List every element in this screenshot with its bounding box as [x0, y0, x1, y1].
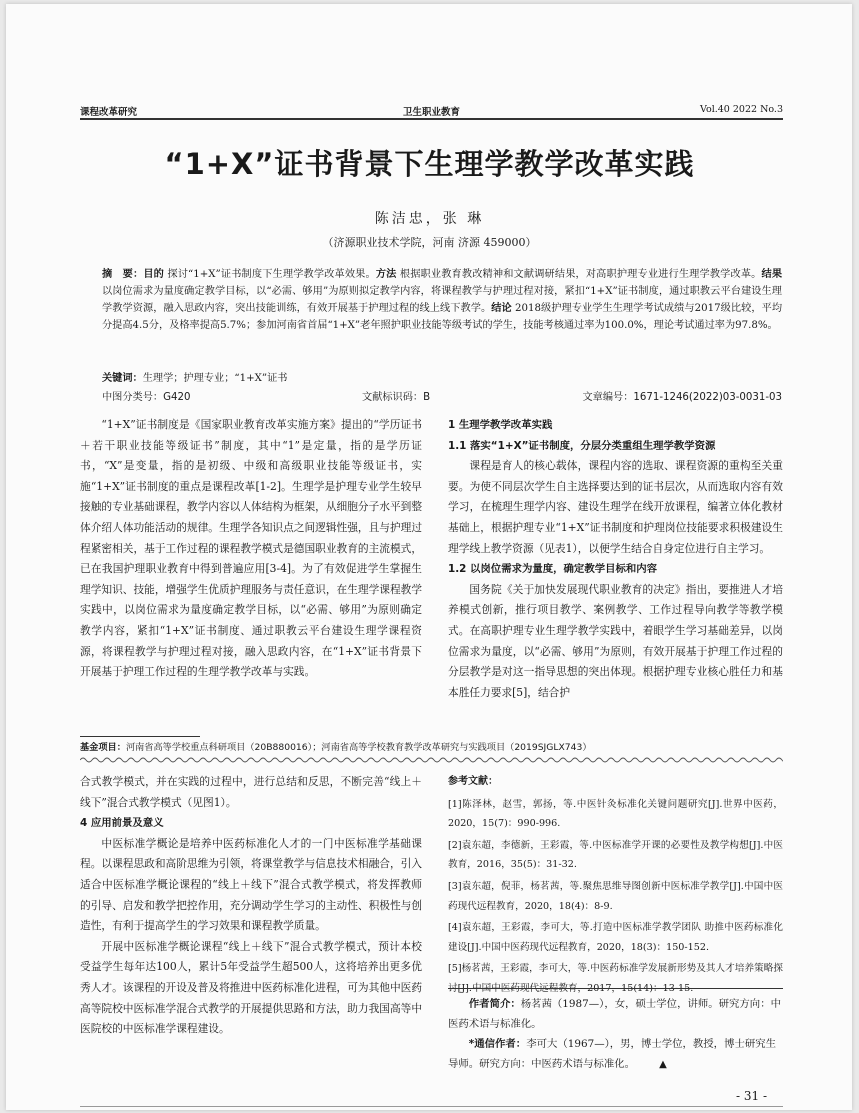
corresponding-text: 李可大（1967—），男，博士学位，教授，博士研究生导师。研究方向：中医药术语与标准化。: [448, 1038, 777, 1070]
section1-2-paragraph: 国务院《关于加快发展现代职业教育的决定》指出，要推进人才培养模式创新，推行项目教学、案例教学、工作过程导向教学等教学模式。在高职护理专业生理学教学实践中，着眼学生学习基础差异，以岗位需求为量度，以“必需、够用”为原则，有效开展基于护理工作过程的分层教学是对这一指导思想的突出体现。根据护理专业核心胜任力和基本胜任力要求[5]，结合护: [448, 582, 783, 699]
bio-rule: [448, 988, 783, 989]
abstract-result: 以岗位需求为量度确定教学目标，以“必需、够用”为原则拟定教学内容，将课程教学与护理过程对接，紧扣“1+X”证书制度，通过职教云平台建设生理学教学资源，融入思政内容，突出技能训练，有效开展基于护理过程的线上线下教学。: [102, 286, 782, 314]
article-affiliation: （济源职业技术学院，河南 济源 459000）: [322, 236, 537, 249]
header-section: 课程改革研究: [80, 107, 138, 118]
funding-rule: [80, 736, 200, 737]
abstract: [102, 266, 782, 334]
article-authors: 陈洁忠，张 琳: [374, 211, 485, 227]
section4-heading: 4 应用前景及意义: [80, 817, 164, 830]
keywords-text: 生理学；护理专业；“1+X”证书: [142, 373, 288, 384]
clc-number: 中图分类号：G420: [102, 392, 191, 403]
section1-column: [448, 415, 783, 703]
article-title: “1+X”证书背景下生理学教学改革实践: [164, 147, 695, 181]
reference-item: [1]陈泽林，赵雪，郭扬，等.中医针灸标准化关键问题研究[J].世界中医药，2020，15(7)：990-996.: [448, 798, 783, 830]
keywords: [102, 369, 288, 384]
header-volume: Vol.40 2022 No.3: [700, 104, 783, 115]
abstract-conclusion-label: 结论: [491, 303, 512, 314]
continued-paragraph: 合式教学模式，并在实践的过程中，进行总结和反思，不断完善“线上＋线下”混合式教学模式（见图1）。: [80, 775, 422, 809]
footer-rule: [80, 1106, 783, 1107]
bio-text: 杨茗茜（1987—），女，硕士学位，讲师。研究方向：中医药术语与标准化。: [448, 998, 781, 1030]
abstract-method-label: 方法: [375, 269, 397, 280]
references-column: [448, 772, 783, 1001]
funding-text: 河南省高等学校重点科研项目（20B880016）；河南省高等学校教育教学改革研究与实践项目（2019SJGLX743）: [125, 742, 592, 753]
author-bio: [448, 994, 783, 1075]
doc-code: 文献标识码：B: [362, 392, 431, 403]
section1-1-heading: 1.1 落实“1+X”证书制度，分层分类重组生理学教学资源: [448, 439, 716, 452]
reference-item: [4]袁东超，王彩霞，李可大，等.打造中医标准学教学团队 助推中医药标准化建设[J].中国中医药现代远程教育，2020，18(3)：150-152.: [448, 922, 783, 953]
section4-paragraph-1: 中医标准学概论是培养中医药标准化人才的一门中医标准学基础课程。以课程思政和高阶思维为引领，将课堂教学与信息技术相融合，引入适合中医标准学概论课程的“线上＋线下”混合式教学模式，将发挥教师的引导、启发和教学把控作用，充分调动学生学习的主动性、积极性与创造性，有利于提高学生的学习效果和课程教学质量。: [80, 836, 423, 933]
section1-2-heading: 1.2 以岗位需求为量度，确定教学目标和内容: [448, 563, 658, 576]
reference-item: [3]袁东超，倪菲，杨茗茜，等.聚焦思维导图创新中医标准学教学[J].中国中医药现代远程教育，2020，18(4)：8-9.: [448, 880, 783, 912]
intro-paragraph: “1+X”证书制度是《国家职业教育改革实施方案》提出的“学历证书＋若干职业技能等级证书”制度，其中“1”是定量，指的是学历证书，“X”是变量，指的是初级、中级和高级职业技能等级证书，实施“1+X”证书制度的重点是课程改革[1-2]。生理学是护理专业学生较早接触的专业基础课程，教学内容以人体结构为框架，从细胞分子水平到整体介绍人体功能活动的规律。生理学各知识点之间逻辑性强，且与护理过程紧密相关，基于工作过程的课程教学模式是德国职业教育的主流模式，已在我国护理职业教育中得到普遍应用[3-4]。为了有效促进学生掌握生理学知识、技能，增强学生优质护理服务与责任意识，在生理学课程教学实践中，以岗位需求为量度确定教学目标，以“必需、够用”为原则确定教学内容，紧扣“1+X”证书制度、通过职教云平台建设生理学课程资源，将课程教学与护理过程对接，融入思政内容，在“1+X”证书背景下开展基于护理工作过程的生理学教学改革与实践。: [80, 418, 423, 679]
section1-1-paragraph: 课程是育人的核心载体，课程内容的选取、课程资源的重构至关重要。为使不同层次学生自主选择要达到的证书层次，从而选取内容有效学习，在梳理生理学内容、建设生理学在线开放课程，编著立体化教材基础上，根据护理专业“1+X”证书制度和护理岗位技能要求积极建设生理学线上教学资源（见表1），以便学生结合自身定位进行自主学习。: [448, 459, 783, 555]
abstract-method: 根据职业教育教改精神和文献调研结果，对高职护理专业进行生理学教学改革。: [396, 269, 762, 280]
author-bio-corresponding: [448, 1034, 783, 1075]
article-number: 文章编号：1671-1246(2022)03-0031-03: [582, 392, 782, 403]
lower-left-column: [80, 772, 422, 1040]
funding-label: 基金项目：: [80, 742, 126, 753]
running-header: [80, 104, 783, 120]
keywords-label: 关键词：: [102, 373, 143, 384]
article-separator-wave: [80, 756, 783, 764]
page-number: - 31 -: [736, 1089, 768, 1103]
corresponding-label: *通信作者：: [468, 1038, 527, 1050]
abstract-result-label: 结果: [761, 269, 783, 280]
abstract-purpose: 探讨“1+X”证书制度下生理学教学改革效果。: [164, 269, 376, 280]
abstract-purpose-label: 目的: [143, 269, 164, 280]
abstract-conclusion: 2018级护理专业学生生理学考试成绩与2017级比较，平均分提高4.5分，及格率提高5.7%；参加河南省首届“1+X”老年照护职业技能等级考试的学生，技能考核通过率为100.0%，理论考试通过率为97.8%。: [102, 303, 783, 331]
reference-item: [2]袁东超，李德新，王彩霞，等.中医标准学开课的必要性及教学构想[J].中医教育，2016，35(5)：31-32.: [448, 839, 783, 871]
abstract-label: 摘 要：: [102, 269, 144, 280]
header-journal: 卫生职业教育: [402, 107, 460, 118]
reference-item: [5]杨茗茜，王彩霞，李可大，等.中医药标准学发展新形势及其人才培养策略探讨[J].中国中医药现代远程教育，2017，15(14)：13-15.: [448, 963, 783, 994]
bio-label: 作者简介：: [468, 998, 521, 1010]
intro-column: [80, 415, 422, 683]
section4-paragraph-2: 开展中医标准学概论课程“线上＋线下”混合式教学模式，预计本校受益学生每年达100人，累计5年受益学生超500人，这将培养出更多优秀人才。该课程的开设及普及将推进中医药标准化进程，可为其他中医药高等院校中医标准学混合式教学的开展提供思路和方法，助力我国高等中医院校的中医标准学课程建设。: [80, 939, 423, 1036]
section1-heading: 1 生理学教学改革实践: [448, 419, 553, 431]
end-mark-icon: ▲: [659, 1059, 667, 1070]
author-bio-first: [448, 994, 783, 1034]
references-title: 参考文献：: [448, 776, 498, 787]
funding-note: [80, 739, 785, 753]
